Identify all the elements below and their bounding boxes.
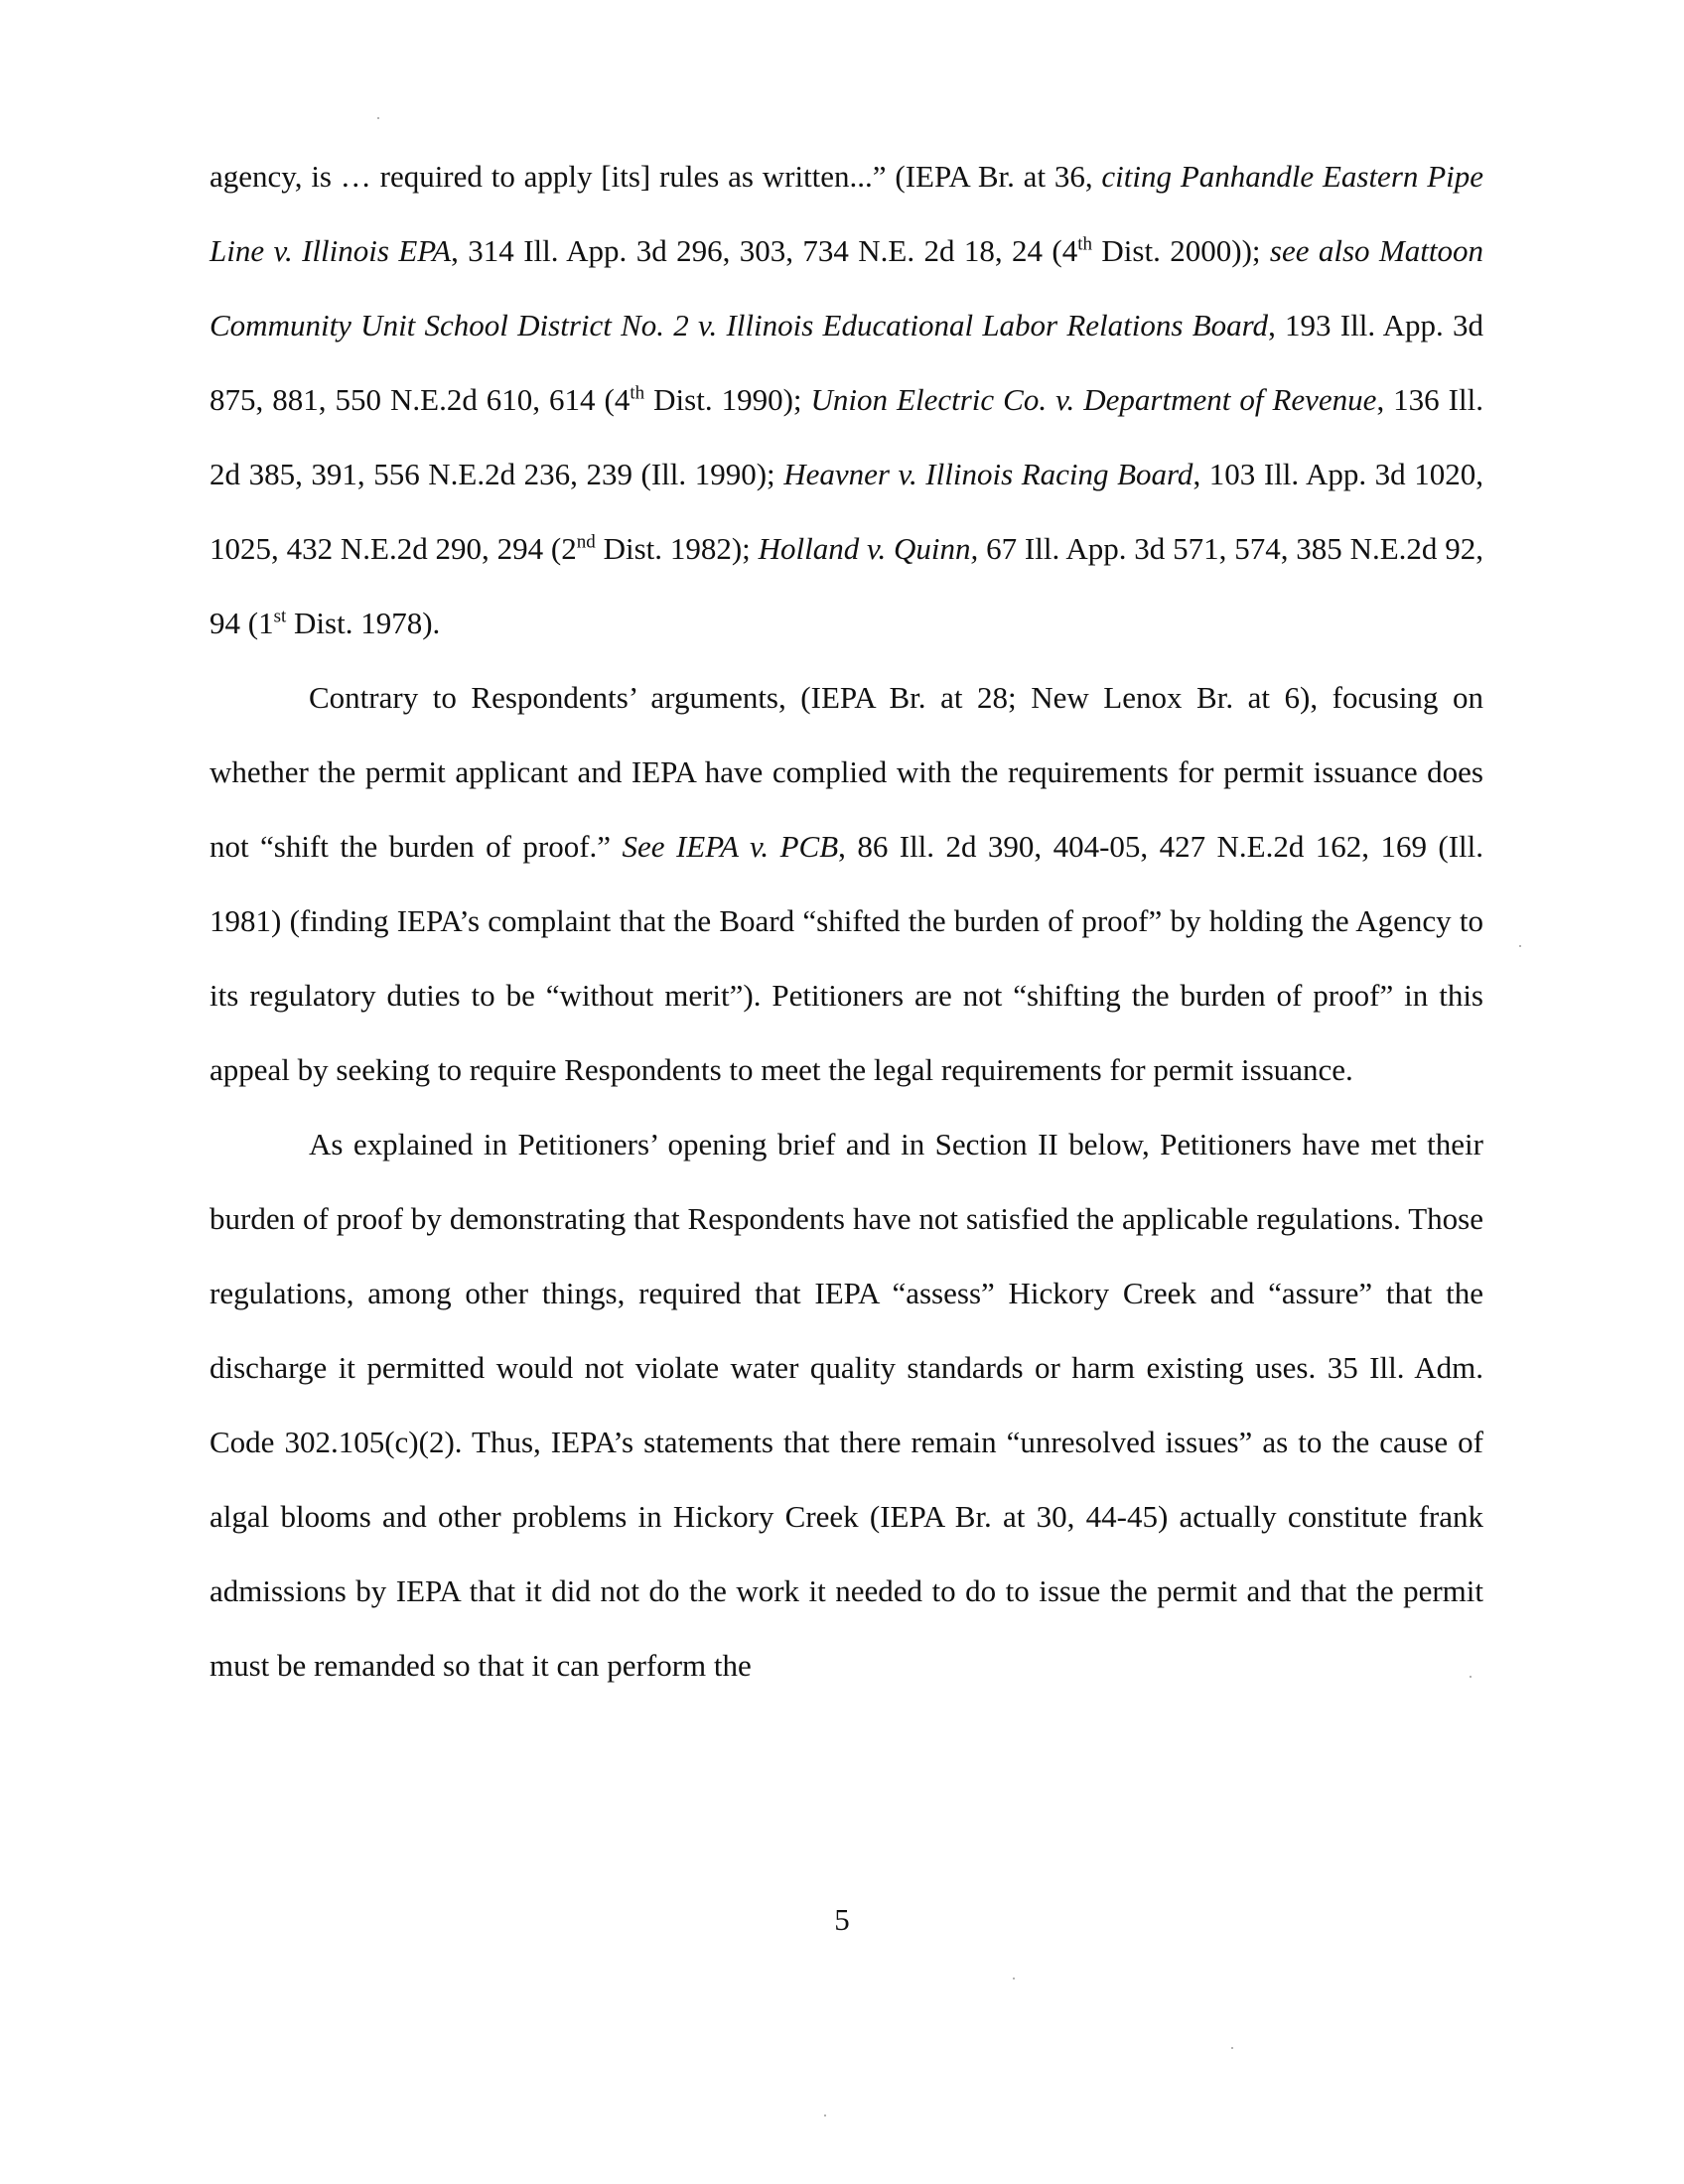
text-run: Dist. 1990); <box>644 382 811 417</box>
scan-speck <box>1231 2047 1233 2049</box>
text-run: 67 Ill. App. 3d 571, 574, 385 N.E.2d 92, 94 (1 <box>210 531 1483 640</box>
scan-speck <box>1013 1978 1015 1979</box>
text-run: , 314 Ill. App. 3d 296, 303, 734 N.E. 2d 18, 24 (4 <box>451 233 1078 268</box>
paragraph <box>210 139 1483 660</box>
case-citation: see also Mattoon Community Unit School District No. 2 v. Illinois Educational Labor Relations Board <box>210 233 1484 342</box>
case-citation: citing Panhandle Eastern Pipe Line v. Illinois EPA <box>210 159 1483 268</box>
text-run: Dist. 1982); <box>595 531 759 566</box>
text-run: , 136 Ill. 2d 385, 391, 556 N.E.2d 236, 239 (Ill. 1990); <box>210 382 1483 491</box>
paragraph <box>210 660 1483 1107</box>
text-run: , 193 Ill. App. 3d 875, 881, 550 N.E.2d 610, 614 (4 <box>210 308 1484 417</box>
paragraph <box>210 1107 1483 1703</box>
scan-speck <box>824 2115 826 2116</box>
ordinal-suffix: nd <box>576 531 596 553</box>
text-run: As explained in Petitioners’ opening brief and in Section II below, Petitioners have met their burden of proof by demonstrating that Respondents have not satisfied the applicable regulations. Those regulations, among other things, required that IEPA “assess” Hickory Creek and “assure” that the discharge it permitted would not violate water quality standards or harm existing uses. 35 Ill. Adm. Code 302.105(c)(2). Thus, IEPA’s statements that there remain “unresolved issues” as to the cause of algal blooms and other problems in Hickory Creek (IEPA Br. at 30, 44-45) actually constitute frank admissions by IEPA that it did not do the work it needed to do to issue the permit and that the permit must be remanded so that it can perform the <box>210 1127 1483 1683</box>
document-body <box>210 139 1483 1703</box>
case-citation: Union Electric Co. v. Department of Revenue <box>810 382 1377 417</box>
page-number: 5 <box>834 1902 850 1937</box>
case-citation: Holland v. Quinn, <box>758 531 979 566</box>
case-citation: Heavner v. Illinois Racing Board <box>783 457 1193 491</box>
text-run: Dist. 1978). <box>286 606 441 640</box>
ordinal-suffix: th <box>1077 233 1093 255</box>
case-citation: See IEPA v. PCB <box>622 829 839 864</box>
text-run: , 86 Ill. 2d 390, 404-05, 427 N.E.2d 162, 169 (Ill. 1981) (finding IEPA’s complaint that the Board “shifted the burden of proof” by holding the Agency to its regulatory duties to be “without merit”). Petitioners are not “shifting the burden of proof” in this appeal by seeking to require Respondents to meet the legal requirements for permit issuance. <box>210 829 1483 1087</box>
text-run: Contrary to Respondents’ arguments, (IEPA Br. at 28; New Lenox Br. at 6), focusing on whether the permit applicant and IEPA have complied with the requirements for permit issuance does not “shift the burden of proof.” <box>210 680 1483 864</box>
scan-speck <box>1519 945 1521 947</box>
text-run: Dist. 2000)); <box>1092 233 1270 268</box>
text-run: , 103 Ill. App. 3d 1020, 1025, 432 N.E.2d 290, 294 (2 <box>210 457 1483 566</box>
ordinal-suffix: st <box>273 606 287 627</box>
ordinal-suffix: th <box>630 382 645 404</box>
scan-speck <box>377 117 379 119</box>
text-run: agency, is … required to apply [its] rules as written...” (IEPA Br. at 36, <box>210 159 1102 194</box>
